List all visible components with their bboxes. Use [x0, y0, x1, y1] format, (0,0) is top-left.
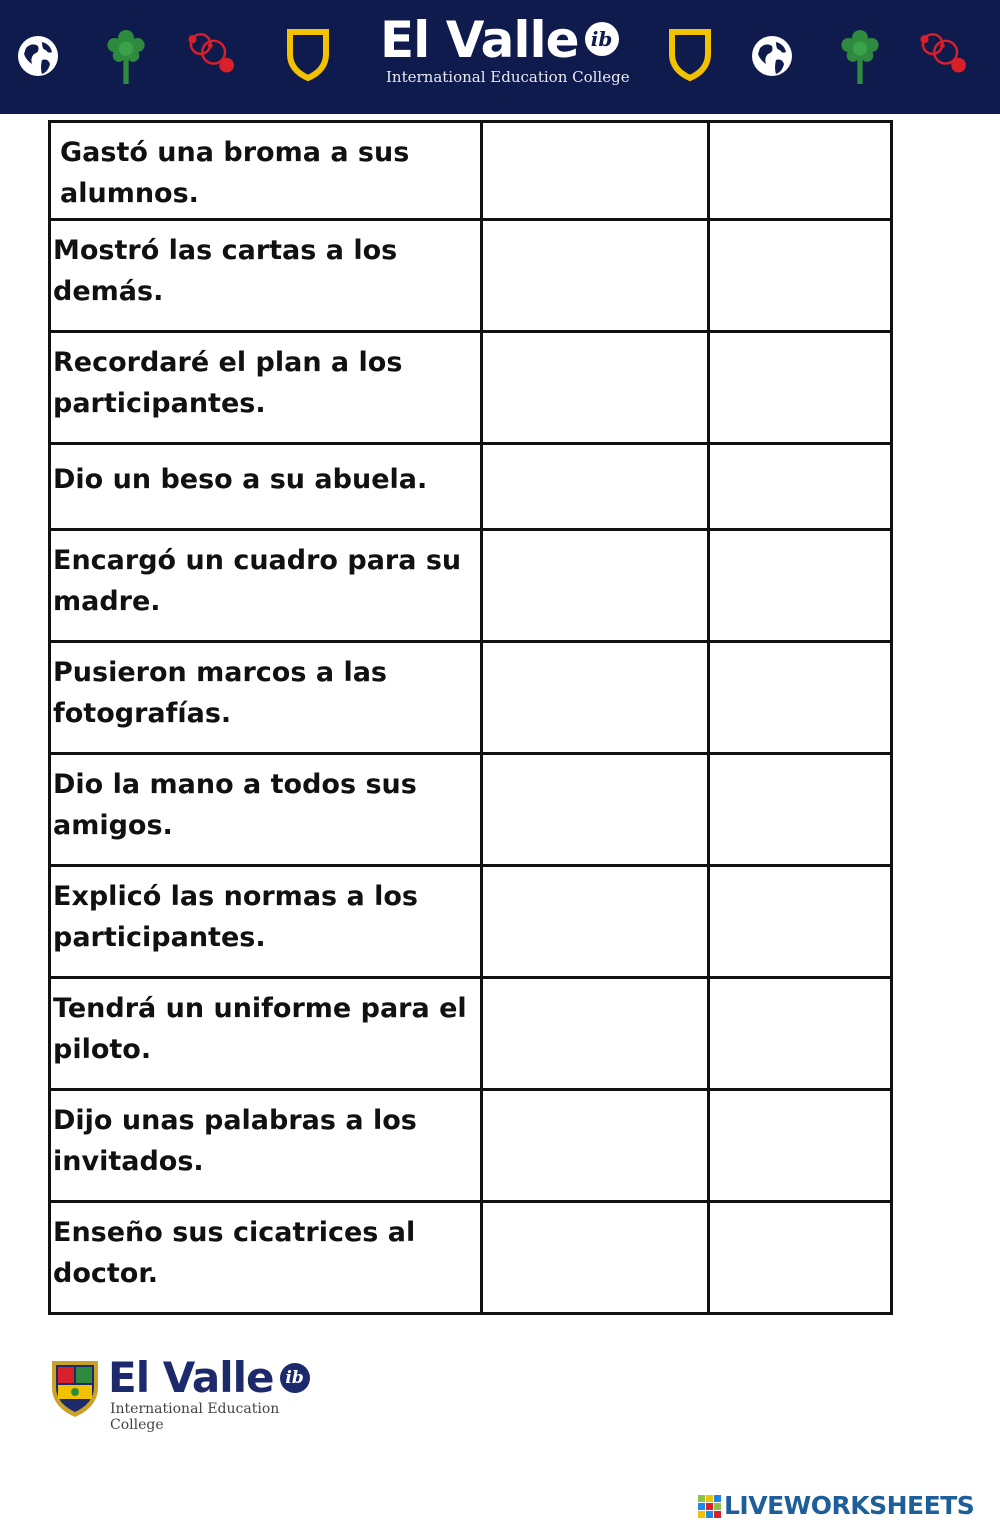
liveworksheets-logo-icon: [698, 1495, 722, 1519]
answer-cell[interactable]: [709, 332, 892, 444]
table-row: [50, 642, 892, 754]
answer-cell[interactable]: [482, 866, 709, 978]
phrase-cell: Dio la mano a todos sus amigos.: [50, 754, 482, 866]
phrase-cell: Tendrá un uniforme para el piloto.: [50, 978, 482, 1090]
answer-cell[interactable]: [482, 122, 709, 220]
watermark-text: LIVEWORKSHEETS: [724, 1491, 975, 1520]
table-row: [50, 444, 892, 530]
phrase-cell: Enseño sus cicatrices al doctor.: [50, 1202, 482, 1314]
table-row: [50, 866, 892, 978]
answer-cell[interactable]: [482, 1090, 709, 1202]
brand-subtitle: International Education College: [386, 68, 630, 86]
globe-icon: [12, 22, 64, 84]
answer-cell[interactable]: [709, 866, 892, 978]
answer-cell[interactable]: [482, 444, 709, 530]
footer-brand: [108, 1355, 330, 1433]
answer-cell[interactable]: [709, 754, 892, 866]
answer-cell[interactable]: [482, 530, 709, 642]
tree-icon: [834, 22, 886, 84]
tree-icon: [100, 22, 152, 84]
brand-logo: [380, 12, 630, 102]
molecule-icon: [918, 22, 970, 84]
answer-cell[interactable]: [482, 978, 709, 1090]
answer-cell[interactable]: [482, 642, 709, 754]
ib-logo-icon: ib: [280, 1363, 310, 1393]
answer-cell[interactable]: [709, 1202, 892, 1314]
table-row: [50, 1202, 892, 1314]
table-row: [50, 220, 892, 332]
answer-cell[interactable]: [709, 642, 892, 754]
brand-name: El Valle: [380, 11, 579, 69]
footer-brand-name: El Valle: [108, 1353, 274, 1402]
table-row: [50, 754, 892, 866]
answer-cell[interactable]: [709, 122, 892, 220]
liveworksheets-watermark: [698, 1489, 998, 1523]
table-row: [50, 530, 892, 642]
molecule-icon: [186, 22, 238, 84]
shield-icon: [282, 22, 334, 84]
worksheet-table: [48, 120, 893, 1315]
crest-icon: [50, 1357, 100, 1419]
phrase-cell: Mostró las cartas a los demás.: [50, 220, 482, 332]
table-row: [50, 1090, 892, 1202]
phrase-cell: Dio un beso a su abuela.: [50, 444, 482, 530]
footer-logo: [50, 1353, 330, 1433]
phrase-cell: Dijo unas palabras a los invitados.: [50, 1090, 482, 1202]
answer-cell[interactable]: [709, 530, 892, 642]
ib-logo-icon: ib: [585, 22, 619, 56]
globe-icon: [746, 22, 798, 84]
footer-brand-subtitle: International Education College: [110, 1401, 280, 1433]
phrase-cell: Encargó un cuadro para su madre.: [50, 530, 482, 642]
answer-cell[interactable]: [482, 332, 709, 444]
table-row: [50, 332, 892, 444]
answer-cell[interactable]: [482, 220, 709, 332]
shield-icon: [664, 22, 716, 84]
phrase-cell: Recordaré el plan a los participantes.: [50, 332, 482, 444]
phrase-cell: Explicó las normas a los participantes.: [50, 866, 482, 978]
table-row: [50, 122, 892, 220]
answer-cell[interactable]: [709, 978, 892, 1090]
answer-cell[interactable]: [482, 1202, 709, 1314]
answer-cell[interactable]: [709, 220, 892, 332]
phrase-cell: Gastó una broma a sus alumnos.: [50, 122, 482, 220]
answer-cell[interactable]: [482, 754, 709, 866]
table-row: [50, 978, 892, 1090]
header-banner: [0, 0, 1000, 114]
phrase-cell: Pusieron marcos a las fotografías.: [50, 642, 482, 754]
answer-cell[interactable]: [709, 1090, 892, 1202]
answer-cell[interactable]: [709, 444, 892, 530]
